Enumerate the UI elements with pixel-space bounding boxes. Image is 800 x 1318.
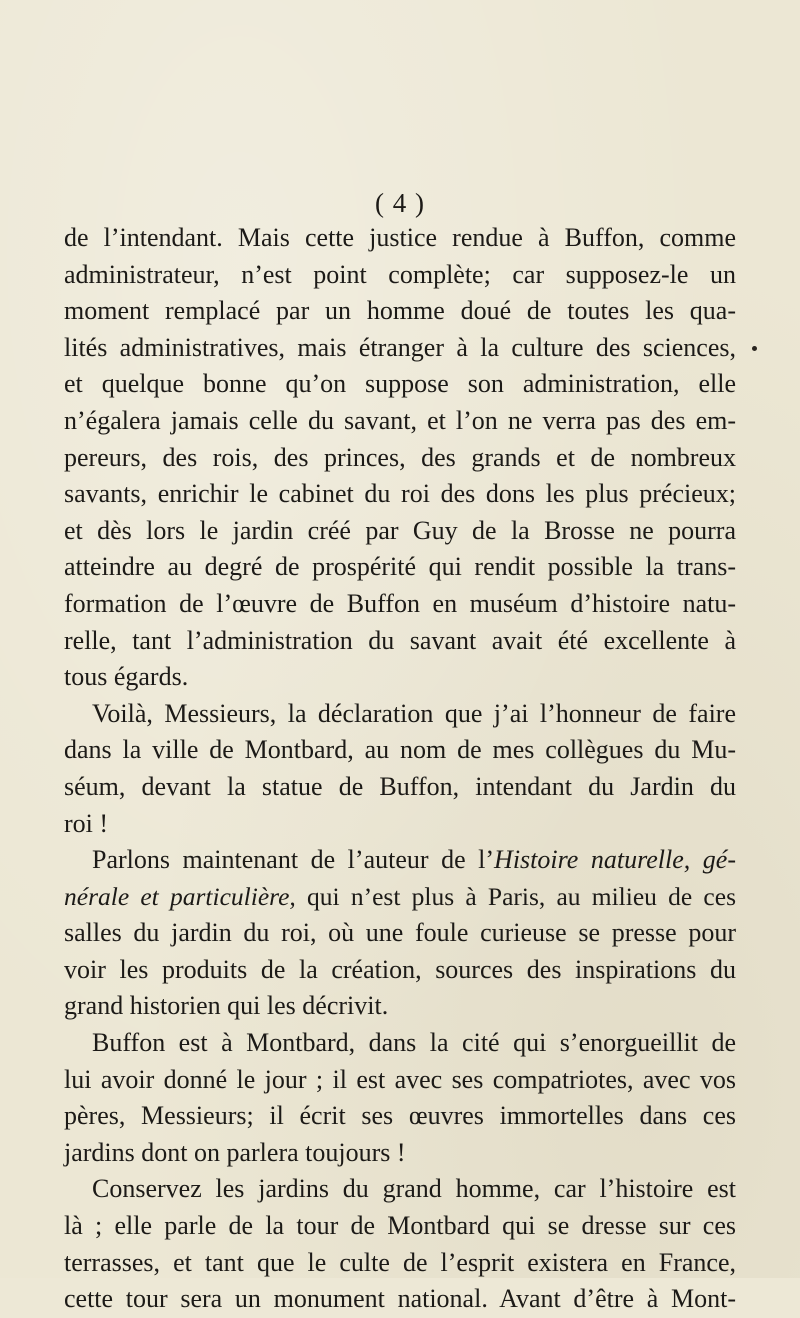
- text-line: [64, 842, 736, 879]
- text-line: relle, tant l’administration du savant avait été excellente à: [64, 625, 736, 655]
- text-line: Voilà, Messieurs, la déclaration que j’ai l’honneur de faire: [92, 698, 736, 728]
- text-line: Conservez les jardins du grand homme, car l’histoire est: [92, 1174, 736, 1204]
- text-line: lités administratives, mais étranger à la culture des sciences,: [64, 332, 736, 362]
- text-line: cette tour sera un monument national. Avant d’être à Mont-: [64, 1284, 736, 1314]
- text-line: administrateur, n’est point complète; car supposez-le un: [64, 259, 736, 289]
- text-line: de l’intendant. Mais cette justice rendue à Buffon, comme: [64, 223, 736, 252]
- italic-title: nérale et particulière,: [64, 881, 296, 911]
- ink-speck: [752, 346, 757, 351]
- body-text: [64, 220, 736, 1318]
- text-line: dans la ville de Montbard, au nom de mes collègues du Mu-: [64, 735, 736, 765]
- text-line: salles du jardin du roi, où une foule curieuse se presse pour: [64, 918, 736, 948]
- text-line: là ; elle parle de la tour de Montbard qui se dresse sur ces: [64, 1211, 736, 1241]
- text-line: lui avoir donné le jour ; il est avec ses compatriotes, avec vos: [64, 1064, 736, 1094]
- text-line: moment remplacé par un homme doué de toutes les qua-: [64, 296, 736, 326]
- text-line: voir les produits de la création, sources des inspirations du: [64, 954, 736, 984]
- text-line: Buffon est à Montbard, dans la cité qui s’enorgueillit de: [92, 1028, 736, 1058]
- text-line: [64, 879, 736, 916]
- text-line: n’égalera jamais celle du savant, et l’on ne verra pas des em-: [64, 405, 736, 435]
- text-line: savants, enrichir le cabinet du roi des dons les plus précieux;: [64, 479, 736, 509]
- italic-title: Histoire naturelle, gé-: [494, 845, 736, 875]
- text-line: pereurs, des rois, des princes, des grands et de nombreux: [64, 442, 736, 472]
- text-run: Parlons maintenant de l’auteur de l’: [92, 845, 495, 875]
- text-line: formation de l’œuvre de Buffon en muséum d’histoire natu-: [64, 588, 736, 618]
- text-line: terrasses, et tant que le culte de l’esprit existera en France,: [64, 1247, 736, 1277]
- page-number: ( 4 ): [375, 188, 425, 218]
- text-line: roi !: [64, 808, 109, 838]
- text-line: et dès lors le jardin créé par Guy de la Brosse ne pourra: [64, 515, 736, 545]
- text-line: grand historien qui les décrivit.: [64, 991, 389, 1021]
- text-line: jardins dont on parlera toujours !: [64, 1137, 406, 1167]
- text-line: atteindre au degré de prospérité qui rendit possible la trans-: [64, 552, 736, 582]
- text-line: tous égards.: [64, 662, 189, 692]
- text-line: séum, devant la statue de Buffon, intendant du Jardin du: [64, 771, 736, 801]
- text-line: pères, Messieurs; il écrit ses œuvres immortelles dans ces: [64, 1101, 736, 1131]
- text-line: et quelque bonne qu’on suppose son administration, elle: [64, 369, 736, 399]
- text-run: qui n’est plus à Paris, au milieu de ces: [295, 881, 736, 911]
